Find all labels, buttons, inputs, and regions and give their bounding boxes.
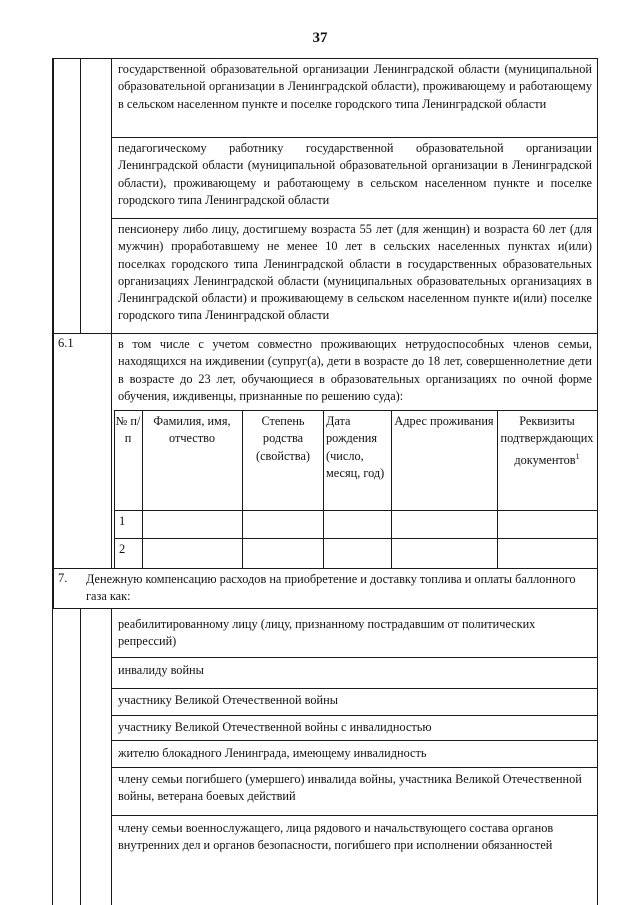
footnote-marker: 1 [575,451,580,461]
row-pensioner-text: пенсионеру либо лицу, достигшему возраста 55 лет (для женщин) и возраста 60 лет (для мужчин) проработавшему не менее 10 лет в сельских населенных пунктах и(или) поселках городского типа Ленинградской области в государственных образовательных организациях Ленинградской области (муниципальных образовательных организациях в Ленинградской области) и проживающему в сельском населенном пункте и(или) поселке городского типа Ленинградской области [118,222,592,323]
row-continuation-text: государственной образовательной организации Ленинградской области (муниципальной образовательной организации в Ленинградской области), проживающему и работающему в сельском населенном пункте и поселке городского типа Ленинградской области [118,62,592,111]
list-item: реабилитированному лицу (лицу, признанному пострадавшим от политических репрессий) [118,617,536,649]
col-header-documents: Реквизиты подтверждающих документов$^1$ [500,414,594,467]
list-item: члену семьи погибшего (умершего) инвалида войны, участника Великой Отечественной войны, ветерана боевых действий [118,772,582,804]
list-item: члену семьи военнослужащего, лица рядового и начальствующего состава органов внутренних дел и органов безопасности, погибшего при исполнении обязанностей [118,821,554,853]
row-pedagogical-worker-text: педагогическому работнику государственной образовательной организации Ленинградской области (муниципальной образовательной организации в Ленинградской области), проживающему и работающему в сельском населенном пункте и поселке городского типа Ленинградской области [118,141,592,207]
section-6-1-number: 6.1 [58,336,74,350]
col-header-relation: Степень родства (свойства) [255,414,311,463]
page-number: 37 [312,30,328,46]
col-header-full-name: Фамилия, имя, отчество [153,414,231,446]
section-7-number: 7. [58,571,68,585]
col-header-number: № п/п [115,414,141,446]
list-item: жителю блокадного Ленинграда, имеющему инвалидность [118,746,427,760]
col-header-address: Адрес проживания [394,414,494,428]
list-item: участнику Великой Отечественной войны [118,693,338,707]
col-header-birth-date: Дата рождения (число, месяц, год) [326,414,385,480]
list-item: инвалиду войны [118,663,204,677]
table-row-number: 1 [119,514,126,528]
list-item: участнику Великой Отечественной войны с инвалидностью [118,720,432,734]
section-6-1-text: в том числе с учетом совместно проживающих нетрудоспособных членов семьи, находящихся на иждивении (супруг(а), дети в возрасте до 18 лет, совершеннолетние дети в возрасте до 23 лет, обучающиеся в образовательных организациях по очной форме обучения, иждивенцы, признанные по решению суда): [118,337,592,403]
section-7-text: Денежную компенсацию расходов на приобретение и доставку топлива и оплаты баллонного газа как: [86,572,576,604]
table-row-number: 2 [119,542,126,556]
